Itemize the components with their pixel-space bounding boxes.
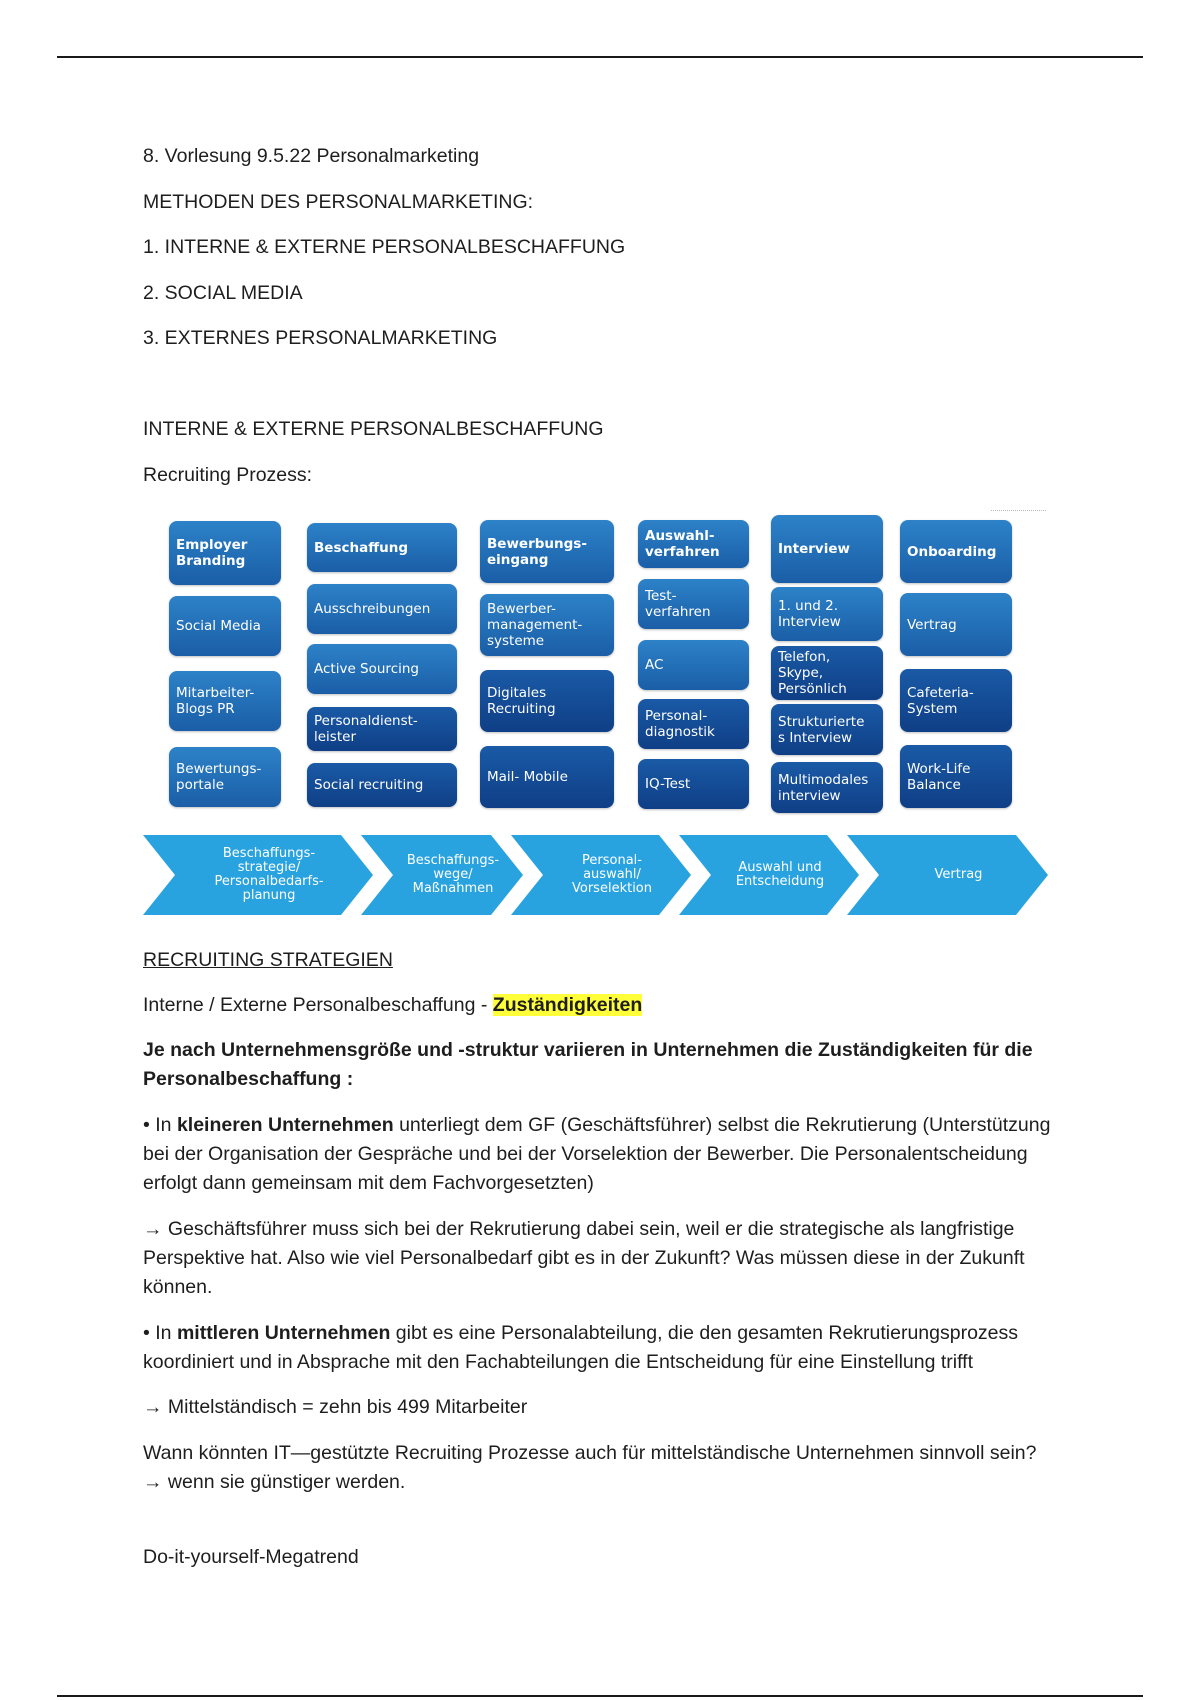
- diagram-item: Multimodales interview: [771, 762, 883, 813]
- small-companies-paragraph: [143, 1111, 1063, 1198]
- diagram-item: Strukturierte s Interview: [771, 704, 883, 755]
- diagram-item: Social Media: [169, 596, 281, 656]
- diagram-item: Bewertungs- portale: [169, 747, 281, 807]
- it-question: Wann könnten IT—gestützte Recruiting Prozesse auch für mittelständische Unternehmen sinnvoll sein?: [143, 1442, 1037, 1464]
- diagram-item: Digitales Recruiting: [480, 670, 614, 732]
- it-answer: → wenn sie günstiger werden.: [143, 1471, 406, 1493]
- recruiting-process-diagram: [143, 510, 1048, 915]
- intro-bold-text: Je nach Unternehmensgröße und -struktur variieren in Unternehmen die Zuständigkeiten für die Personalbeschaffung :: [143, 1039, 1033, 1090]
- bottom-rule: [57, 1695, 1143, 1697]
- medium-companies-text: gibt es eine Personalabteilung, die den gesamten Rekrutierungsprozess koordiniert und in Absprache mit den Fachabteilungen die Entscheidung für eine Einstellung trifft: [143, 1322, 1019, 1373]
- diagram-item: Active Sourcing: [307, 644, 457, 694]
- process-step-label: Auswahl und Entscheidung: [735, 860, 825, 889]
- process-step-label: Beschaffungs- wege/ Maßnahmen: [406, 853, 500, 896]
- diagram-column-header: Interview: [771, 515, 883, 583]
- diagram-item: Telefon, Skype, Persönlich: [771, 646, 883, 700]
- diagram-item: Mail- Mobile: [480, 746, 614, 808]
- diagram-decoration: [991, 510, 1046, 516]
- ceo-note-paragraph: → Geschäftsführer muss sich bei der Rekrutierung dabei sein, weil er die strategische als langfristige Perspektive hat. Also wie viel Personalbedarf gibt es in der Zukunft? Was müssen diese in der Zukunft können.: [143, 1218, 1025, 1298]
- medium-companies-bold: mittleren Unternehmen: [176, 1322, 391, 1344]
- recruiting-process-label: Recruiting Prozess:: [143, 464, 313, 486]
- strategies-heading: RECRUITING STRATEGIEN: [143, 949, 393, 971]
- lecture-title: 8. Vorlesung 9.5.22 Personalmarketing: [143, 145, 480, 167]
- diagram-item: IQ-Test: [638, 759, 749, 809]
- diagram-column-header: Beschaffung: [307, 523, 457, 572]
- methods-heading: METHODEN DES PERSONALMARKETING:: [143, 191, 534, 213]
- mid-size-definition: → Mittelständisch = zehn bis 499 Mitarbeiter: [143, 1396, 528, 1418]
- subheading-highlight: Zuständigkeiten: [492, 994, 643, 1016]
- method-item-2: 2. SOCIAL MEDIA: [143, 282, 303, 304]
- it-question-paragraph: [143, 1439, 1063, 1497]
- top-rule: [57, 56, 1143, 58]
- process-step-label: Personal- auswahl/ Vorselektion: [572, 853, 652, 896]
- subheading-prefix: Interne / Externe Personalbeschaffung -: [143, 994, 493, 1016]
- bullet-prefix-2: • In: [143, 1322, 177, 1344]
- process-step-label: Vertrag: [934, 867, 983, 882]
- diagram-item: 1. und 2. Interview: [771, 587, 883, 641]
- small-companies-bold: kleineren Unternehmen: [176, 1114, 394, 1136]
- bullet-prefix-1: • In: [143, 1114, 177, 1136]
- intro-paragraph: [143, 1036, 1063, 1094]
- diagram-item: Test- verfahren: [638, 579, 749, 629]
- diagram-column-header: Employer Branding: [169, 521, 281, 585]
- method-item-3: 3. EXTERNES PERSONALMARKETING: [143, 327, 498, 349]
- diagram-item: AC: [638, 640, 749, 690]
- diy-megatrend: Do-it-yourself-Megatrend: [143, 1546, 359, 1568]
- diagram-column-header: Bewerbungs- eingang: [480, 520, 614, 583]
- diagram-item: Social recruiting: [307, 763, 457, 807]
- diagram-item: Bewerber- management- systeme: [480, 594, 614, 656]
- diagram-item: Ausschreibungen: [307, 584, 457, 634]
- diagram-item: Work-Life Balance: [900, 745, 1012, 808]
- diagram-item: Vertrag: [900, 593, 1012, 656]
- diagram-item: Mitarbeiter- Blogs PR: [169, 671, 281, 731]
- section-heading: INTERNE & EXTERNE PERSONALBESCHAFFUNG: [143, 418, 604, 440]
- diagram-column-header: Onboarding: [900, 520, 1012, 583]
- diagram-item: Personal- diagnostik: [638, 699, 749, 749]
- process-step-label: Beschaffungs- strategie/ Personalbedarfs- planung: [214, 846, 324, 903]
- diagram-item: Personaldienst- leister: [307, 707, 457, 751]
- responsibilities-subheading: [143, 991, 642, 1020]
- diagram-column-header: Auswahl- verfahren: [638, 520, 749, 568]
- small-companies-text: unterliegt dem GF (Geschäftsführer) selbst die Rekrutierung (Unterstützung bei der Organisation der Gespräche und bei der Vorselektion der Bewerber. Die Personalentscheidung erfolgt dann gemeinsam mit dem Fachvorgesetzten): [143, 1114, 1051, 1194]
- medium-companies-paragraph: [143, 1319, 1063, 1377]
- method-item-1: 1. INTERNE & EXTERNE PERSONALBESCHAFFUNG: [143, 236, 626, 258]
- diagram-item: Cafeteria- System: [900, 669, 1012, 732]
